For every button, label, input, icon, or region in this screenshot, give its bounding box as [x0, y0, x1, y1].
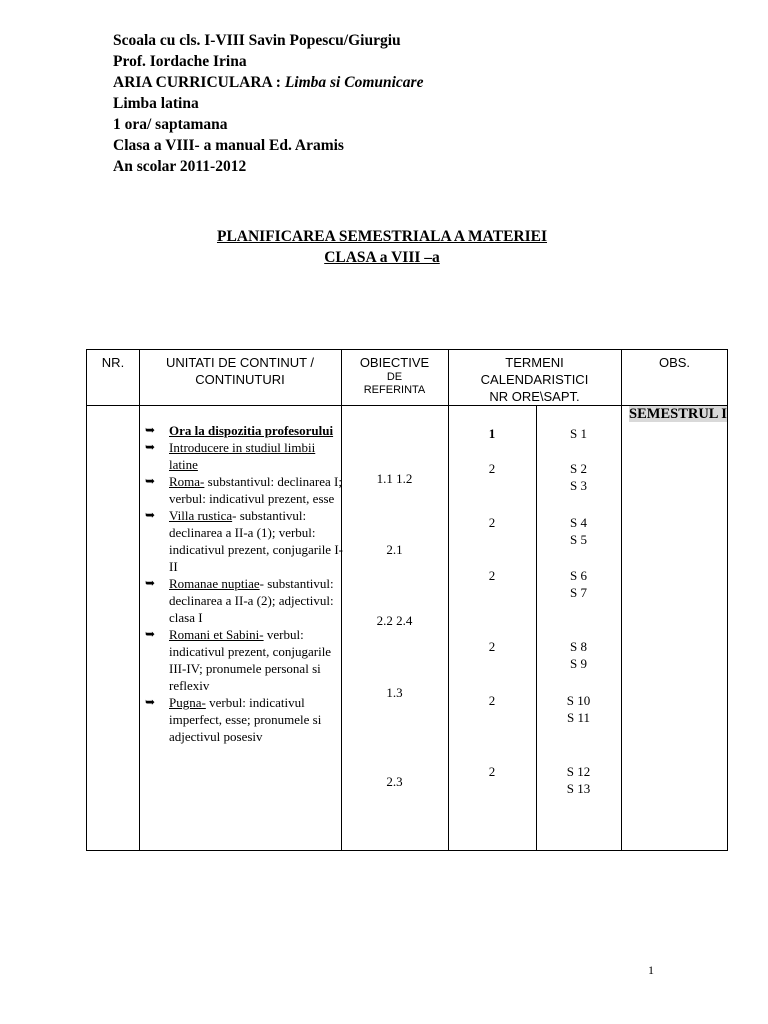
list-item: ➥ Pugna- verbul: indicativul imperfect, esse; pronumele si adjectivul posesiv [145, 695, 322, 744]
weekly-hours: 1 ora/ saptamana [113, 116, 228, 133]
week-cell: S 10 [566, 693, 591, 708]
week-cell: S 9 [570, 656, 587, 671]
hours-cell: 1 [488, 426, 496, 441]
hours-cell: 2 [488, 693, 496, 708]
curricular-area-value: Limba si Comunicare [284, 74, 424, 91]
class-manual: Clasa a VIII- a manual Ed. Aramis [113, 137, 344, 154]
hours-cell: 2 [488, 639, 496, 654]
week-cell: S 5 [570, 532, 587, 547]
week-cell: S 12 [566, 764, 591, 779]
subject: Limba latina [113, 95, 199, 112]
list-item: ➥ Roma- substantivul: declinarea I; verbul: indicativul prezent, esse [145, 474, 342, 506]
week-cell: S 11 [567, 710, 590, 725]
week-cell: S 8 [570, 639, 587, 654]
list-item: ➥ Ora la dispozitia profesorului [145, 423, 334, 438]
list-item: ➥ Villa rustica- substantivul: declinarea a II-a (1); verbul: indicativul prezent, conjugarile I-II [145, 508, 343, 574]
header-nr: NR. [101, 355, 125, 370]
week-cell: S 1 [570, 426, 587, 441]
semester-badge: SEMESTRUL I [629, 406, 727, 422]
arrow-bullet-icon: ➥ [145, 440, 156, 454]
header-units: UNITATI DE CONTINUT / CONTINUTURI [165, 355, 315, 387]
arrow-bullet-icon: ➥ [145, 627, 156, 641]
header-terms: TERMENI CALENDARISTICI NR ORE\SAPT. [480, 355, 589, 404]
school-name: Scoala cu cls. I-VIII Savin Popescu/Giurgiu [113, 32, 401, 49]
arrow-bullet-icon: ➥ [145, 508, 156, 522]
column-divider [139, 350, 140, 850]
week-cell: S 6 [570, 568, 587, 583]
objective-cell: 1.1 1.2 [376, 471, 413, 486]
document-header [113, 30, 423, 177]
week-cell: S 13 [566, 781, 591, 796]
planning-table [86, 349, 728, 851]
arrow-bullet-icon: ➥ [145, 576, 156, 590]
teacher-name: Prof. Iordache Irina [113, 53, 247, 70]
document-subtitle: CLASA a VIII –a [324, 249, 440, 266]
objective-cell: 1.3 [386, 685, 403, 700]
hours-cell: 2 [488, 568, 496, 583]
list-item: ➥ Introducere in studiul limbii latine [145, 440, 316, 472]
arrow-bullet-icon: ➥ [145, 695, 156, 709]
hours-cell: 2 [488, 461, 496, 476]
content-units-list [145, 422, 345, 745]
header-objectives: OBIECTIVE DE REFERINTA [359, 355, 430, 396]
arrow-bullet-icon: ➥ [145, 474, 156, 488]
curricular-area [113, 72, 423, 93]
objective-cell: 2.3 [386, 774, 403, 789]
list-item: ➥ Romanae nuptiae- substantivul: declinarea a II-a (2); adjectivul: clasa I [145, 576, 334, 625]
objective-cell: 2.1 [386, 542, 403, 557]
list-item: ➥ Romani et Sabini- verbul: indicativul prezent, conjugarile III-IV; pronumele personal si reflexiv [145, 627, 332, 693]
objective-cell: 2.2 2.4 [376, 613, 413, 628]
document-title: PLANIFICAREA SEMESTRIALA A MATERIEI [216, 228, 548, 245]
week-cell: S 7 [570, 585, 587, 600]
page-number: 1 [648, 963, 654, 977]
header-obs: OBS. [658, 355, 691, 370]
hours-cell: 2 [488, 515, 496, 530]
column-divider [621, 350, 622, 850]
hours-cell: 2 [488, 764, 496, 779]
school-year: An scolar 2011-2012 [113, 158, 247, 175]
week-cell: S 4 [570, 515, 587, 530]
week-cell: S 3 [570, 478, 587, 493]
arrow-bullet-icon: ➥ [145, 423, 156, 437]
week-cell: S 2 [570, 461, 587, 476]
curricular-area-label: ARIA CURRICULARA : [113, 74, 281, 91]
